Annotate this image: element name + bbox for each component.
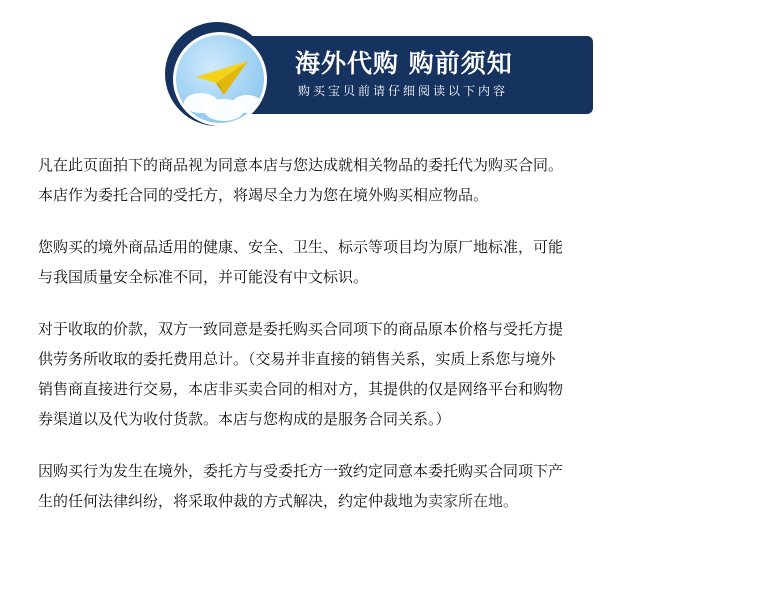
- text-line: 凡在此页面拍下的商品视为同意本店与您达成就相关物品的委托代为购买合同。: [38, 156, 564, 174]
- text-line: 与我国质量安全标准不同，并可能没有中文标识。: [38, 268, 369, 286]
- text-line: 因购买行为发生在境外，委托方与受委托方一致约定同意本委托购买合同项下产: [38, 462, 564, 480]
- text-line: 供劳务所收取的委托费用总计。（交易并非直接的销售关系，实质上系您与境外: [38, 350, 556, 368]
- sky-badge: [173, 32, 267, 126]
- text-line-start: 生的任何法律纠纷，将采取仲裁的方式解决，约定仲裁地为: [38, 492, 429, 510]
- paragraph-agreement: [38, 150, 748, 210]
- arbitration-location: 卖家所在地。: [428, 492, 519, 510]
- text-line: 您购买的境外商品适用的健康、安全、卫生、标示等项目均为原厂地标准，可能: [38, 238, 564, 256]
- text-line: 券渠道以及代为收付货款。本店与您构成的是服务合同关系。）: [38, 410, 451, 428]
- logo-circle: [165, 22, 269, 126]
- cloud-icon: [232, 95, 262, 113]
- page-subtitle: 购买宝贝前请仔细阅读以下内容: [298, 84, 509, 98]
- paper-plane-icon: [194, 57, 250, 97]
- text-line: [38, 486, 748, 516]
- text-line: 本店作为委托合同的受托方，将竭尽全力为您在境外购买相应物品。: [38, 186, 489, 204]
- text-line: 销售商直接进行交易，本店非买卖合同的相对方，其提供的仅是网络平台和购物: [38, 380, 564, 398]
- page-title: 海外代购 购前须知: [295, 49, 513, 78]
- text-line: 对于收取的价款，双方一致同意是委托购买合同项下的商品原本价格与受托方提: [38, 320, 564, 338]
- paragraph-payment: [38, 314, 748, 434]
- header-banner: [165, 20, 595, 120]
- paragraph-standards: [38, 232, 748, 292]
- paragraph-arbitration: [38, 456, 748, 516]
- notice-content: [38, 150, 748, 538]
